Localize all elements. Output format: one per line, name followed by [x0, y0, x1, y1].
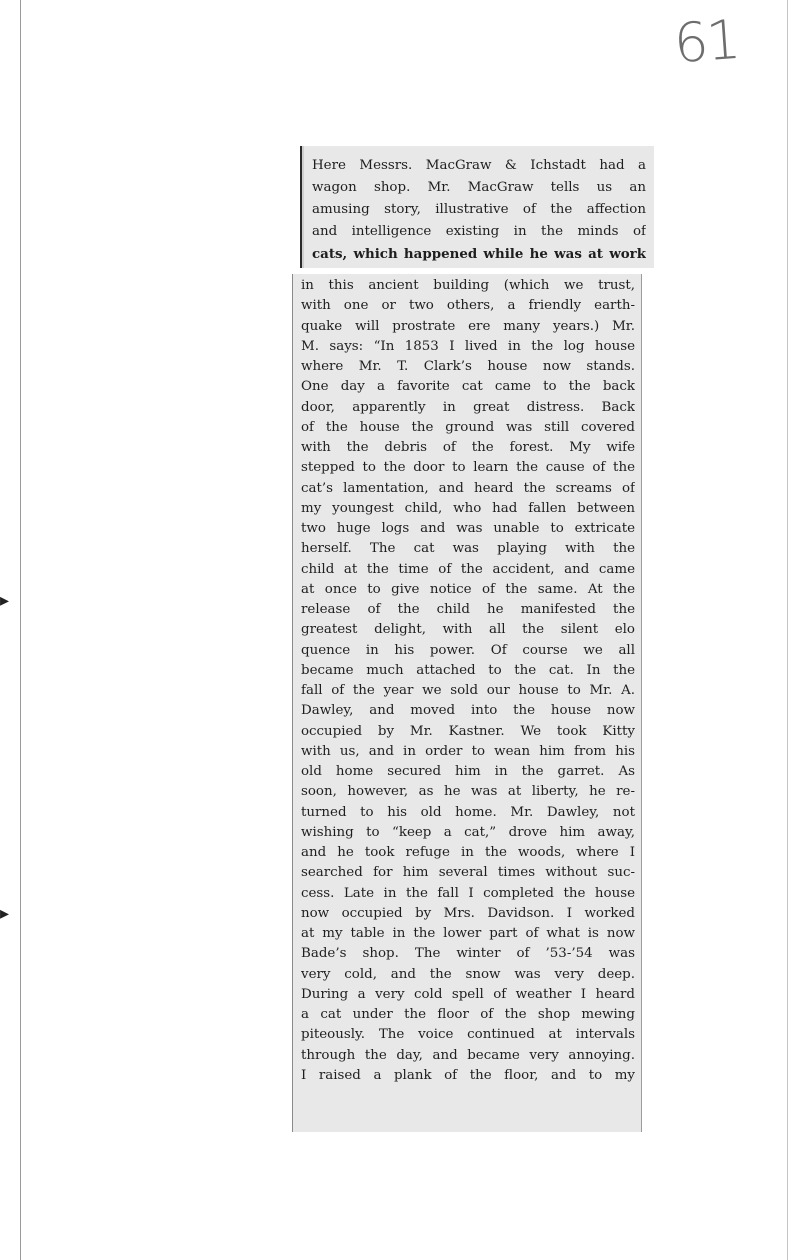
- text-line: quence in his power. Of course we all: [301, 642, 635, 658]
- text-line: fall of the year we sold our house to Mr. A.: [301, 683, 635, 698]
- text-line: cat’s lamentation, and heard the screams of: [301, 480, 635, 496]
- text-line: wishing to “keep a cat,” drove him away,: [301, 824, 635, 840]
- text-line: in this ancient building (which we trust,: [301, 278, 635, 293]
- text-line: very cold, and the snow was very deep.: [301, 966, 635, 982]
- text-line: herself. The cat was playing with the: [301, 541, 635, 557]
- edge-mark-lower: ▸: [0, 903, 10, 924]
- clipping-body-text: [293, 274, 641, 1086]
- text-line: During a very cold spell of weather I heard: [301, 986, 635, 1002]
- text-line: I raised a plank of the floor, and to my: [301, 1067, 635, 1083]
- text-line: M. says: “In 1853 I lived in the log house: [301, 338, 635, 354]
- text-line: soon, however, as he was at liberty, he re-: [301, 784, 635, 800]
- page-edge-line: [787, 0, 788, 1260]
- text-line: Bade’s shop. The winter of ’53-’54 was: [301, 946, 635, 962]
- text-line: Dawley, and moved into the house now: [301, 703, 635, 719]
- text-line: Here Messrs. MacGraw & Ichstadt had a: [312, 158, 646, 173]
- edge-mark-upper: ▸: [0, 590, 10, 611]
- newspaper-clipping-top: [300, 146, 654, 268]
- text-line: two huge logs and was unable to extricate: [301, 521, 635, 536]
- text-line: searched for him several times without suc-: [301, 865, 635, 881]
- text-line: cats, which happened while he was at work: [312, 246, 646, 262]
- text-line: with one or two others, a friendly earth-: [301, 298, 635, 314]
- text-line: of the house the ground was still covered: [301, 419, 635, 435]
- text-line: now occupied by Mrs. Davidson. I worked: [301, 905, 635, 921]
- text-line: door, apparently in great distress. Back: [301, 399, 635, 415]
- text-line: cess. Late in the fall I completed the house: [301, 885, 635, 901]
- text-line: at once to give notice of the same. At the: [301, 581, 635, 597]
- text-line: with us, and in order to wean him from his: [301, 743, 635, 759]
- text-line: through the day, and became very annoying.: [301, 1047, 635, 1063]
- text-line: amusing story, illustrative of the affection: [312, 202, 646, 217]
- text-line: greatest delight, with all the silent elo: [301, 622, 635, 638]
- text-line: release of the child he manifested the: [301, 602, 635, 617]
- text-line: at my table in the lower part of what is now: [301, 926, 635, 941]
- text-line: occupied by Mr. Kastner. We took Kitty: [301, 723, 635, 739]
- newspaper-clipping-body: [292, 274, 642, 1132]
- text-line: stepped to the door to learn the cause of the: [301, 460, 635, 476]
- text-line: turned to his old home. Mr. Dawley, not: [301, 804, 635, 820]
- text-line: and intelligence existing in the minds of: [312, 224, 646, 239]
- text-line: a cat under the floor of the shop mewing: [301, 1007, 635, 1022]
- text-line: my youngest child, who had fallen between: [301, 500, 635, 516]
- text-line: piteously. The voice continued at intervals: [301, 1027, 635, 1043]
- text-line: One day a favorite cat came to the back: [301, 379, 635, 395]
- text-line: with the debris of the forest. My wife: [301, 440, 635, 455]
- text-line: wagon shop. Mr. MacGraw tells us an: [312, 180, 646, 195]
- text-line: child at the time of the accident, and came: [301, 561, 635, 577]
- text-line: old home secured him in the garret. As: [301, 764, 635, 779]
- page-number: 61: [671, 7, 741, 76]
- text-line: where Mr. T. Clark’s house now stands.: [301, 359, 635, 374]
- text-line: and he took refuge in the woods, where I: [301, 845, 635, 860]
- clipping-top-text: [302, 146, 654, 265]
- binding-edge-line: [20, 0, 21, 1260]
- text-line: became much attached to the cat. In the: [301, 662, 635, 678]
- text-line: quake will prostrate ere many years.) Mr.: [301, 318, 635, 334]
